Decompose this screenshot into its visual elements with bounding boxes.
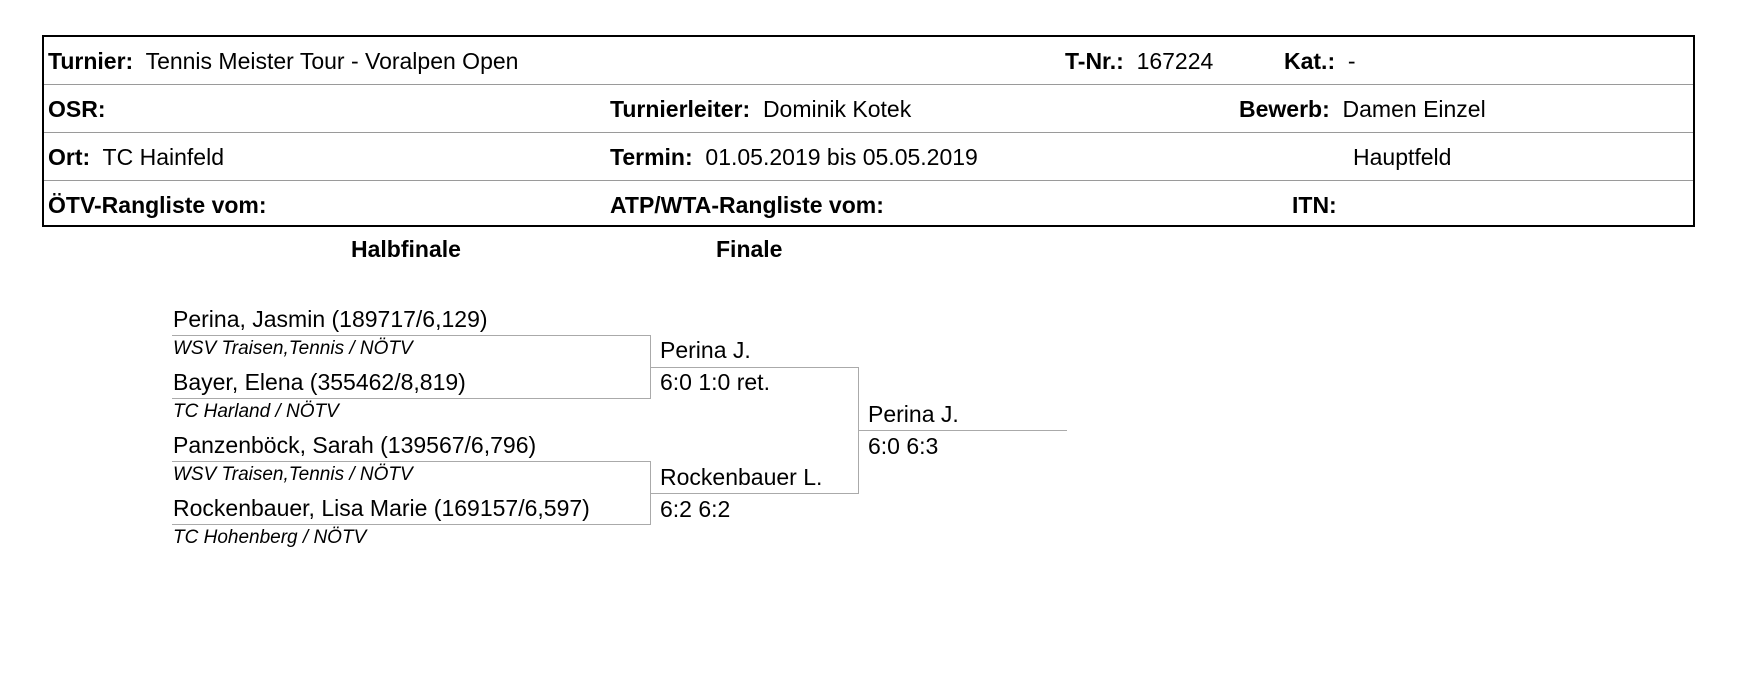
ort-field <box>48 144 224 170</box>
kat-value: - <box>1347 48 1356 74</box>
player-name: Panzenböck, Sarah (139567/6,796) <box>173 432 537 458</box>
bewerb-label: Bewerb: <box>1239 96 1330 122</box>
header-row-divider <box>44 132 1693 133</box>
termin-value: 01.05.2019 bis 05.05.2019 <box>705 144 978 170</box>
oetv-rangliste-label: ÖTV-Rangliste vom: <box>48 192 267 218</box>
player-name: Bayer, Elena (355462/8,819) <box>173 369 466 395</box>
header-row-divider <box>44 84 1693 85</box>
tnr-value: 167224 <box>1136 48 1214 74</box>
bracket-line <box>172 335 650 336</box>
bracket-line <box>172 461 650 462</box>
bracket-line <box>172 398 650 399</box>
player-club: TC Harland / NÖTV <box>173 401 339 422</box>
semifinal-winner: Perina J. <box>660 337 751 363</box>
tournament-header-table <box>42 35 1695 227</box>
bracket-line <box>858 430 1067 431</box>
atp-wta-rangliste-field <box>610 192 884 218</box>
ort-label: Ort: <box>48 144 91 170</box>
player-club: WSV Traisen,Tennis / NÖTV <box>173 464 413 485</box>
osr-field <box>48 96 106 122</box>
round-label-semifinal: Halbfinale <box>351 236 461 262</box>
final-score: 6:0 6:3 <box>868 433 939 459</box>
bewerb-field <box>1239 96 1486 122</box>
turnierleiter-value: Dominik Kotek <box>762 96 912 122</box>
ort-value: TC Hainfeld <box>102 144 224 170</box>
itn-field <box>1292 192 1337 218</box>
semifinal-winner: Rockenbauer L. <box>660 464 823 490</box>
round-label-final: Finale <box>716 236 783 262</box>
semifinal-score: 6:0 1:0 ret. <box>660 369 770 395</box>
final-winner: Perina J. <box>868 401 959 427</box>
header-row-divider <box>44 180 1693 181</box>
kat-field <box>1284 48 1356 74</box>
player-club: WSV Traisen,Tennis / NÖTV <box>173 338 413 359</box>
player-name: Perina, Jasmin (189717/6,129) <box>173 306 488 332</box>
oetv-rangliste-field <box>48 192 267 218</box>
turnier-field <box>48 48 518 74</box>
turnierleiter-field <box>610 96 911 122</box>
turnier-label: Turnier: <box>48 48 134 74</box>
bracket-line <box>650 493 858 494</box>
turnier-value: Tennis Meister Tour - Voralpen Open <box>145 48 519 74</box>
kat-label: Kat.: <box>1284 48 1336 74</box>
bewerb-value: Damen Einzel <box>1342 96 1486 122</box>
termin-field <box>610 144 978 170</box>
bracket-line <box>172 524 650 525</box>
feld-value: Hauptfeld <box>1353 144 1452 170</box>
turnierleiter-label: Turnierleiter: <box>610 96 751 122</box>
bracket-line <box>650 367 858 368</box>
tnr-label: T-Nr.: <box>1065 48 1124 74</box>
semifinal-score: 6:2 6:2 <box>660 496 731 522</box>
osr-label: OSR: <box>48 96 106 122</box>
itn-label: ITN: <box>1292 192 1337 218</box>
tnr-field <box>1065 48 1213 74</box>
atp-wta-rangliste-label: ATP/WTA-Rangliste vom: <box>610 192 884 218</box>
player-club: TC Hohenberg / NÖTV <box>173 527 367 548</box>
player-name: Rockenbauer, Lisa Marie (169157/6,597) <box>173 495 590 521</box>
termin-label: Termin: <box>610 144 693 170</box>
